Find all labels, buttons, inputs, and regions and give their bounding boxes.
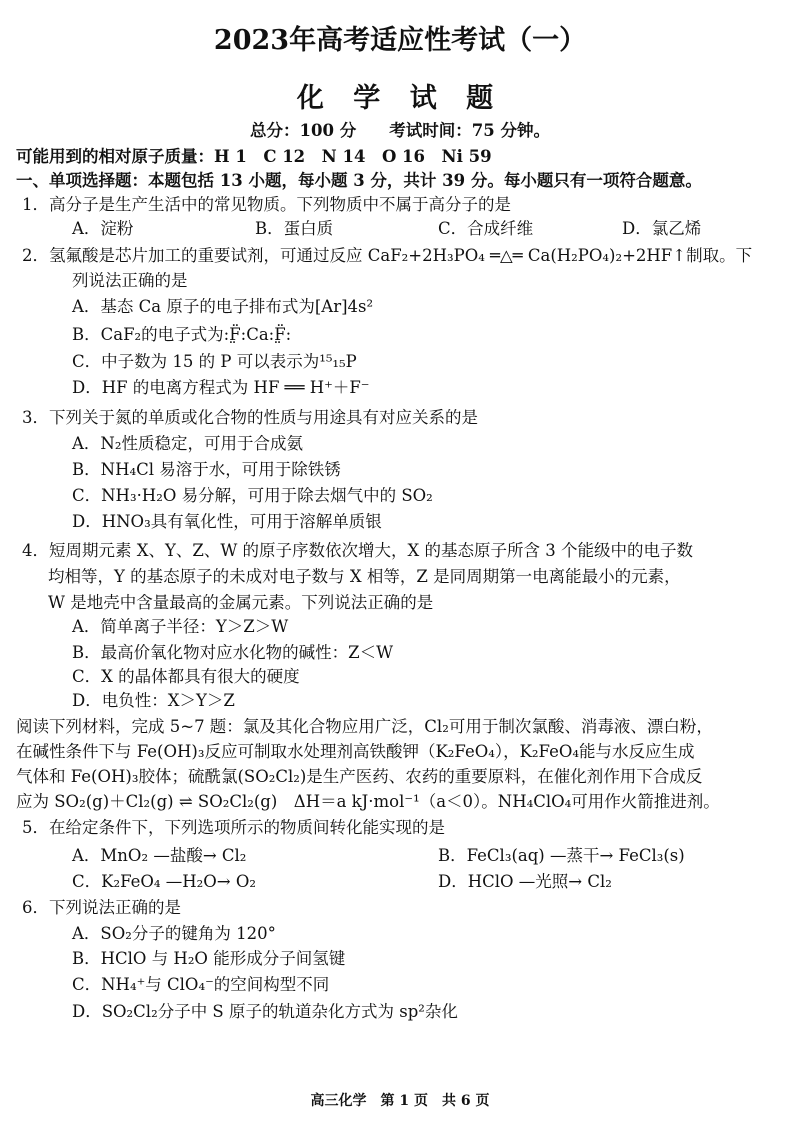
q6-option-a: A．SO₂分子的键角为 120° (72, 924, 276, 943)
q3-option-c: C．NH₃·H₂O 易分解，可用于除去烟气中的 SO₂ (72, 486, 433, 505)
q1-option-d: D．氯乙烯 (622, 219, 702, 238)
q3-option-b: B．NH₄Cl 易溶于水，可用于除铁锈 (72, 460, 341, 479)
q2-stem-cont: 列说法正确的是 (72, 271, 188, 290)
reading-line-2: 在碱性条件下与 Fe(OH)₃反应可制取水处理剂高铁酸钾（K₂FeO₄），K₂FeO₄能与水反应生成 (16, 742, 695, 761)
reading-line-3: 气体和 Fe(OH)₃胶体；硫酰氯(SO₂Cl₂)是生产医药、农药的重要原料，在催化剂作用下合成反 (16, 767, 703, 786)
page-footer: 高三化学 第 1 页 共 6 页 (310, 1093, 490, 1109)
q4-stem-1: 4．短周期元素 X、Y、Z、W 的原子序数依次增大，X 的基态原子所含 3 个能级中的电子数 (22, 541, 694, 560)
q5-stem: 5．在给定条件下，下列选项所示的物质间转化能实现的是 (22, 818, 445, 837)
q4-stem-3: W 是地壳中含量最高的金属元素。下列说法正确的是 (48, 593, 434, 612)
q5-option-c: C．K₂FeO₄ —H₂O→ O₂ (72, 872, 257, 891)
q3-stem: 3．下列关于氮的单质或化合物的性质与用途具有对应关系的是 (22, 408, 478, 427)
q2-option-d: D．HF 的电离方程式为 HF ══ H⁺＋F⁻ (72, 378, 370, 397)
subject-title: 化 学 试 题 (296, 83, 504, 114)
q3-option-d: D．HNO₃具有氧化性，可用于溶解单质银 (72, 512, 382, 531)
q1-stem: 1．高分子是生产生活中的常见物质。下列物质中不属于高分子的是 (22, 195, 511, 214)
q4-stem-2: 均相等，Y 的基态原子的未成对电子数与 X 相等，Z 是同周期第一电离能最小的元素， (48, 567, 681, 586)
q5-option-d: D．HClO —光照→ Cl₂ (438, 872, 612, 891)
section-heading: 一、单项选择题：本题包括 13 小题，每小题 3 分，共计 39 分。每小题只有一项符合题意。 (16, 171, 702, 190)
q2-option-b: B．CaF₂的电子式为:F̤̈:Ca:F̤̈: (72, 325, 292, 344)
q6-option-b: B．HClO 与 H₂O 能形成分子间氢键 (72, 949, 346, 968)
exam-meta: 总分：100 分 考试时间：75 分钟。 (250, 121, 550, 140)
q3-option-a: A．N₂性质稳定，可用于合成氨 (72, 434, 303, 453)
q1-option-b: B．蛋白质 (255, 219, 334, 238)
q2-option-a: A．基态 Ca 原子的电子排布式为[Ar]4s² (72, 297, 374, 316)
q4-option-c: C．X 的晶体都具有很大的硬度 (72, 667, 300, 686)
q5-option-a: A．MnO₂ —盐酸→ Cl₂ (72, 846, 247, 865)
q4-option-a: A．简单离子半径：Y＞Z＞W (72, 617, 289, 636)
atomic-masses: 可能用到的相对原子质量：H 1 C 12 N 14 O 16 Ni 59 (16, 147, 492, 166)
reading-line-4: 应为 SO₂(g)＋Cl₂(g) ⇌ SO₂Cl₂(g) ΔH＝a kJ·mol⁻¹（a＜0）。NH₄ClO₄可用作火箭推进剂。 (16, 792, 720, 811)
q4-option-d: D．电负性：X＞Y＞Z (72, 691, 235, 710)
exam-title: 2023年高考适应性考试（一） (213, 25, 587, 56)
q5-option-b: B．FeCl₃(aq) —蒸干→ FeCl₃(s) (438, 846, 685, 865)
q1-option-a: A．淀粉 (72, 219, 134, 238)
q2-stem: 2．氢氟酸是芯片加工的重要试剂，可通过反应 CaF₂+2H₃PO₄ ═△═ Ca(H₂PO₄)₂+2HF↑制取。下 (22, 246, 753, 265)
q2-option-c: C．中子数为 15 的 P 可以表示为¹⁵₁₅P (72, 352, 357, 371)
q4-option-b: B．最高价氧化物对应水化物的碱性：Z＜W (72, 643, 394, 662)
q6-stem: 6．下列说法正确的是 (22, 898, 181, 917)
reading-line-1: 阅读下列材料，完成 5~7 题：氯及其化合物应用广泛，Cl₂可用于制次氯酸、消毒液、漂白粉， (16, 717, 713, 736)
q6-option-c: C．NH₄⁺与 ClO₄⁻的空间构型不同 (72, 975, 330, 994)
q1-option-c: C．合成纤维 (438, 219, 534, 238)
q6-option-d: D．SO₂Cl₂分子中 S 原子的轨道杂化方式为 sp²杂化 (72, 1002, 458, 1021)
